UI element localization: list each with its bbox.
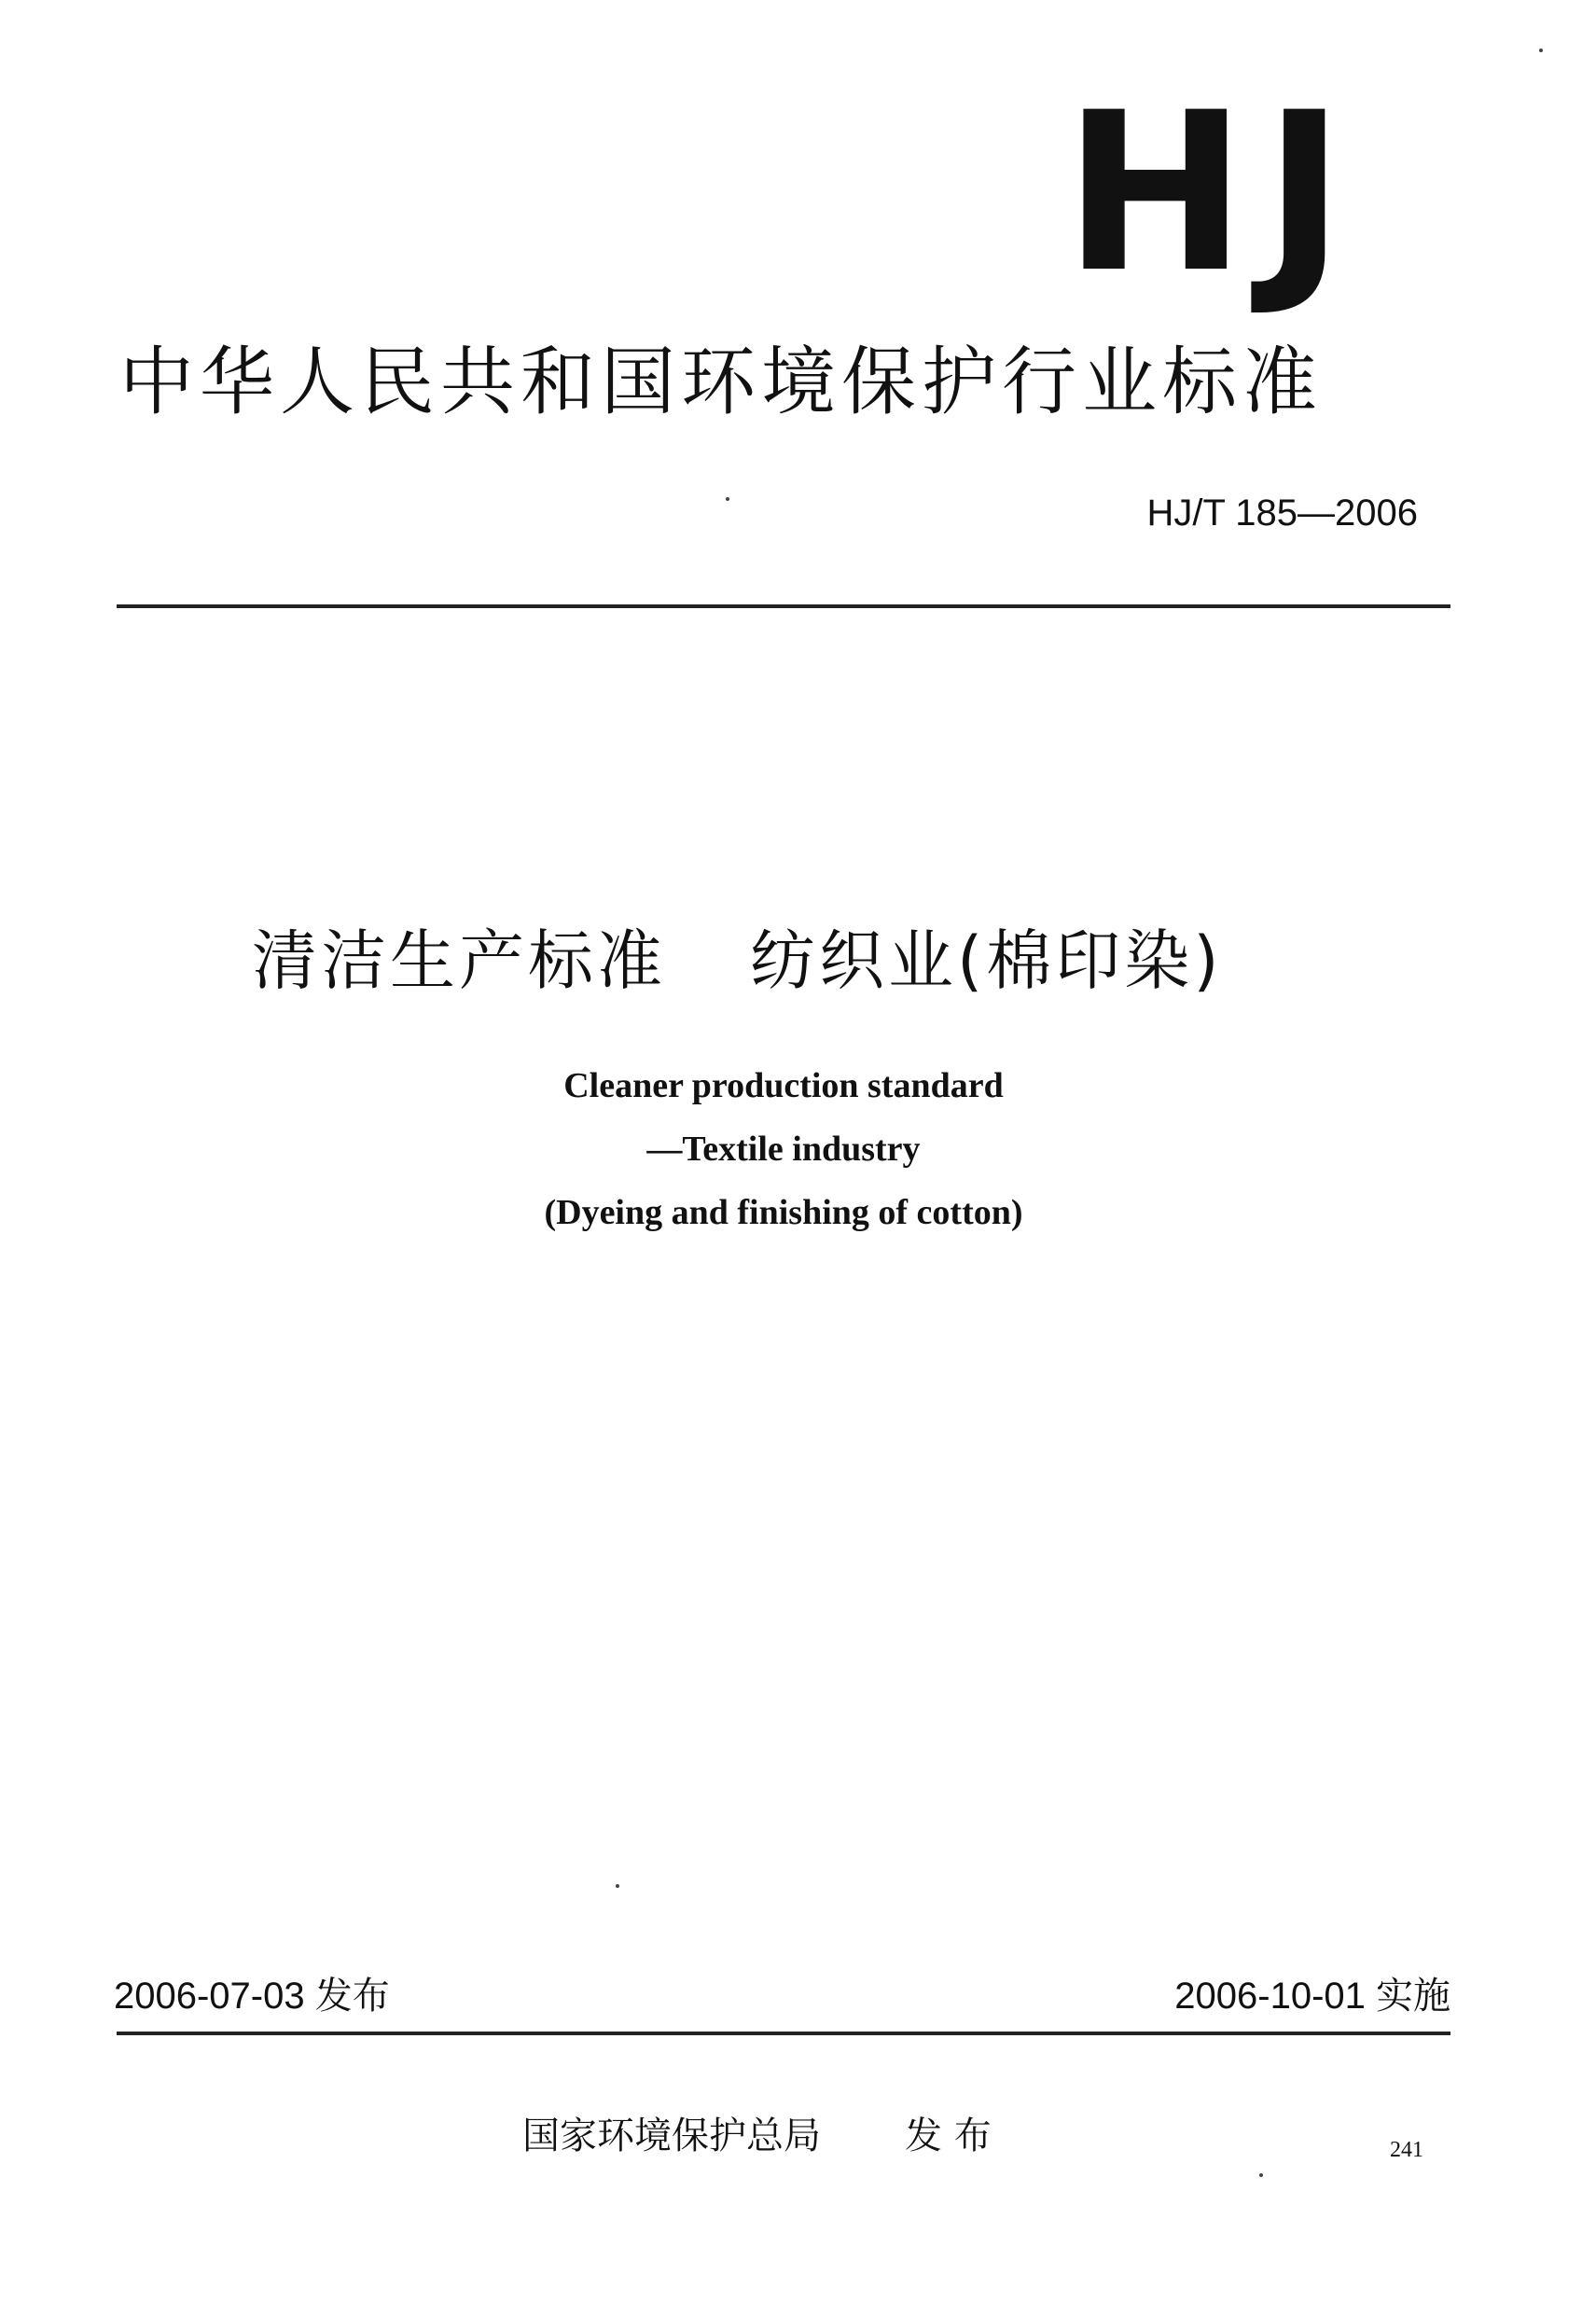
english-title-line-1: Cleaner production standard [563,1066,1004,1105]
publisher-line [522,2103,1082,2169]
standard-number: HJ/T 185—2006 [1146,492,1418,534]
document-title-cn [252,914,1315,1007]
scan-speck [616,1884,619,1888]
scan-speck [726,497,729,501]
standard-category-title: 中华人民共和国环境保护行业标准 [119,339,1323,425]
english-title-line-2: —Textile industry [646,1130,921,1169]
issue-date: 2006-07-03 发布 [114,1976,390,2017]
page-number: 241 [1390,2138,1423,2162]
bottom-divider [117,2032,1450,2035]
english-title-line-3: (Dyeing and finishing of cotton) [544,1193,1023,1232]
scan-speck [1539,49,1543,52]
title-part-1: 清洁生产标准 [252,922,666,999]
scan-speck [1259,2173,1263,2177]
implementation-date: 2006-10-01 实施 [1174,1976,1450,2017]
top-divider [117,604,1450,608]
title-part-2: 纺织业(棉印染) [750,922,1223,999]
publisher-name: 国家环境保护总局 [522,2115,821,2157]
hj-logo: HJ [1062,66,1362,321]
publish-label: 发 布 [905,2115,992,2157]
